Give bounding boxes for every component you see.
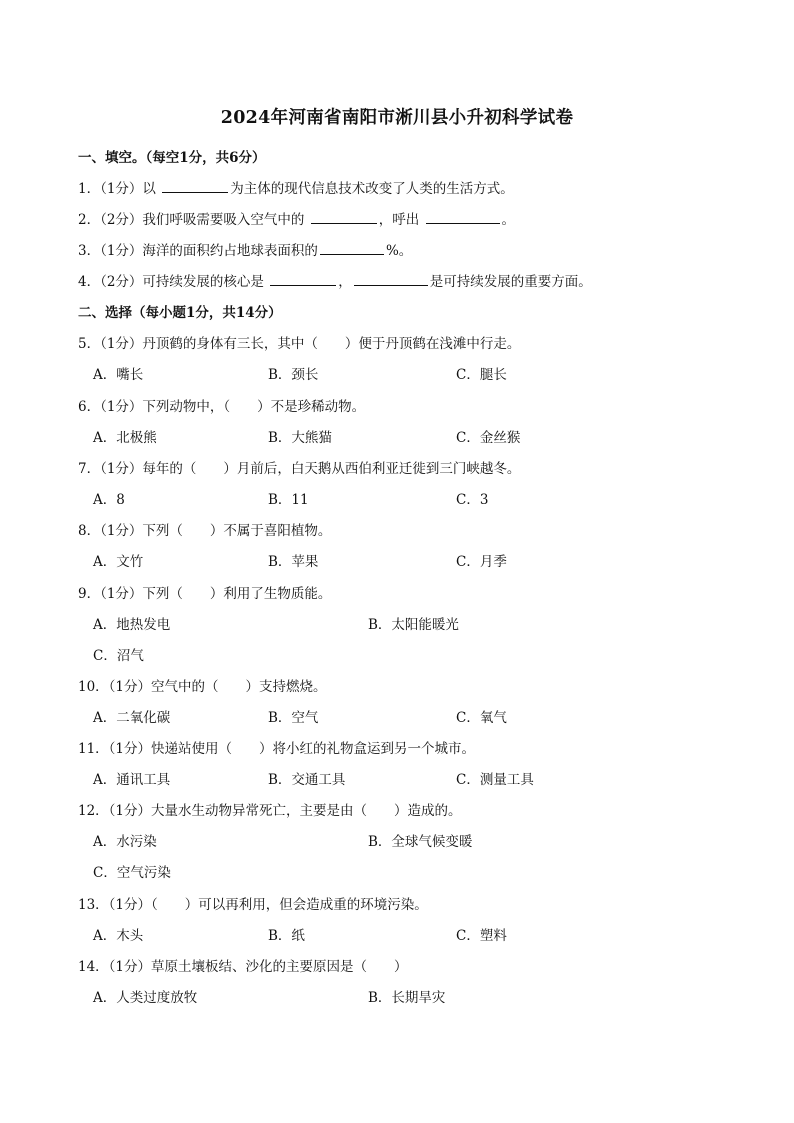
option-b[interactable]: B．长期旱灾 [368, 990, 446, 1006]
option-b[interactable]: B．纸 [268, 928, 305, 944]
question-text: 3．（1分）海洋的面积约占地球表面积的 [78, 243, 318, 259]
question-5: 5．（1分）丹顶鹤的身体有三长，其中（ ）便于丹顶鹤在浅滩中行走。 [78, 336, 521, 352]
question-text: ， [338, 274, 352, 290]
option-b[interactable]: B．大熊猫 [268, 430, 332, 446]
option-a[interactable]: A．通讯工具 [93, 772, 171, 788]
option-c[interactable]: C．腿长 [456, 367, 507, 383]
option-c[interactable]: C．氧气 [456, 710, 507, 726]
question-text: 。 [501, 212, 516, 228]
section-choice-heading: 二、选择（每小题1分，共14分） [78, 305, 282, 321]
question-text: 是可持续发展的重要方面。 [429, 274, 592, 290]
question-8: 8．（1分）下列（ ）不属于喜阳植物。 [78, 523, 332, 539]
question-11: 11．（1分）快递站使用（ ）将小红的礼物盒运到另一个城市。 [78, 741, 476, 757]
question-6: 6．（1分）下列动物中，（ ）不是珍稀动物。 [78, 399, 366, 415]
option-c[interactable]: C．沼气 [93, 648, 144, 664]
question-3 [78, 239, 412, 259]
option-a[interactable]: A．嘴长 [93, 367, 144, 383]
option-a[interactable]: A．二氧化碳 [93, 710, 171, 726]
question-9: 9．（1分）下列（ ）利用了生物质能。 [78, 586, 332, 602]
option-c[interactable]: C．空气污染 [93, 865, 171, 881]
option-a[interactable]: A．木头 [93, 928, 144, 944]
answer-blank[interactable] [320, 241, 384, 255]
option-c[interactable]: C．塑料 [456, 928, 507, 944]
option-a[interactable]: A．8 [93, 492, 125, 508]
question-text: %。 [385, 243, 413, 259]
option-b[interactable]: B．空气 [268, 710, 319, 726]
answer-blank[interactable] [311, 210, 377, 224]
option-b[interactable]: B．全球气候变暖 [368, 834, 473, 850]
question-2 [78, 208, 515, 228]
option-b[interactable]: B．交通工具 [268, 772, 346, 788]
option-b[interactable]: B．太阳能暖光 [368, 617, 459, 633]
question-14: 14．（1分）草原土壤板结、沙化的主要原因是（ ） [78, 959, 408, 975]
question-1 [78, 177, 514, 197]
question-4 [78, 270, 592, 290]
answer-blank[interactable] [354, 272, 428, 286]
option-a[interactable]: A．文竹 [93, 554, 144, 570]
question-text: 2．（2分）我们呼吸需要吸入空气中的 [78, 212, 309, 228]
option-a[interactable]: A．地热发电 [93, 617, 171, 633]
question-12: 12．（1分）大量水生动物异常死亡，主要是由（ ）造成的。 [78, 803, 462, 819]
question-text: 为主体的现代信息技术改变了人类的生活方式。 [230, 181, 514, 197]
question-13: 13．（1分）（ ）可以再利用，但会造成重的环境污染。 [78, 897, 428, 913]
option-a[interactable]: A．人类过度放牧 [93, 990, 198, 1006]
option-a[interactable]: A．水污染 [93, 834, 157, 850]
answer-blank[interactable] [426, 210, 500, 224]
question-text: ，呼出 [378, 212, 424, 228]
question-text: 1．（1分）以 [78, 181, 161, 197]
option-a[interactable]: A．北极熊 [93, 430, 157, 446]
question-text: 4．（2分）可持续发展的核心是 [78, 274, 269, 290]
exam-title: 2024年河南省南阳市淅川县小升初科学试卷 [220, 108, 574, 128]
option-c[interactable]: C．测量工具 [456, 772, 534, 788]
option-c[interactable]: C．月季 [456, 554, 507, 570]
option-b[interactable]: B．11 [268, 492, 309, 508]
option-b[interactable]: B．颈长 [268, 367, 319, 383]
question-7: 7．（1分）每年的（ ）月前后，白天鹅从西伯利亚迁徙到三门峡越冬。 [78, 461, 521, 477]
option-c[interactable]: C．金丝猴 [456, 430, 521, 446]
question-10: 10．（1分）空气中的（ ）支持燃烧。 [78, 679, 327, 695]
section-fill-heading: 一、填空。（每空1分，共6分） [78, 150, 266, 166]
answer-blank[interactable] [270, 272, 336, 286]
option-b[interactable]: B．苹果 [268, 554, 319, 570]
answer-blank[interactable] [162, 179, 228, 193]
option-c[interactable]: C．3 [456, 492, 489, 508]
